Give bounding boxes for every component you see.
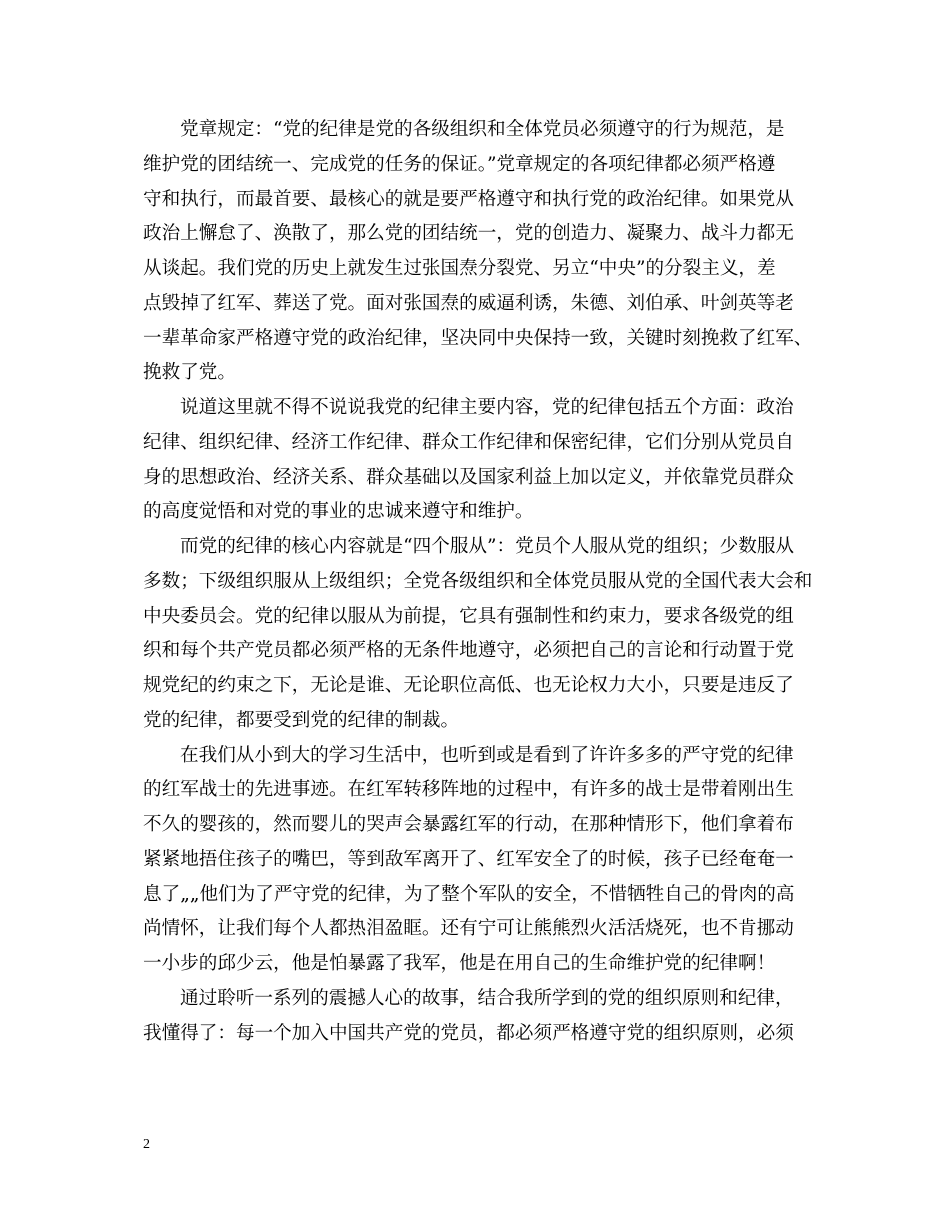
text-line: 中央委员会。党的纪律以服从为前提，它具有强制性和约束力，要求各级党的组 xyxy=(143,605,794,627)
text-line: 党的纪律，都要受到党的纪律的制裁。 xyxy=(143,709,460,731)
text-line: 纪律、组织纪律、经济工作纪律、群众工作纪律和保密纪律，它们分别从党员自 xyxy=(143,431,794,453)
text-line: 规党纪的约束之下，无论是谁、无论职位高低、也无论权力大小，只要是违反了 xyxy=(143,675,794,696)
text-line: 尚情怀，让我们每个人都热泪盈眶。还有宁可让熊熊烈火活活烧死，也不肯挪动 xyxy=(143,918,794,940)
text-line: 守和执行，而最首要、最核心的就是要严格遵守和执行党的政治纪律。如果党从 xyxy=(143,188,794,210)
text-line: 党章规定：“党的纪律是党的各级组织和全体党员必须遵守的行为规范，是 xyxy=(180,119,785,140)
text-line: 不久的婴孩的，然而婴儿的哭声会暴露红军的行动，在那种情形下，他们拿着布 xyxy=(143,814,794,835)
text-line: 紧紧地捂住孩子的嘴巴，等到敌军离开了、红军安全了的时候，孩子已经奄奄一 xyxy=(143,848,794,870)
text-line: 我懂得了：每一个加入中国共产党的党员，都必须严格遵守党的组织原则，必须 xyxy=(143,1022,794,1044)
text-line: 在我们从小到大的学习生活中，也听到或是看到了许许多多的严守党的纪律 xyxy=(180,744,794,766)
body-text xyxy=(143,113,823,1051)
paragraph-5 xyxy=(143,982,823,1052)
text-line: 的高度觉悟和对党的事业的忠诚来遵守和维护。 xyxy=(143,501,534,523)
text-line: 织和每个共产党员都必须严格的无条件地遵守，必须把自己的言论和行动置于党 xyxy=(143,640,794,662)
text-line: 多数；下级组织服从上级组织；全党各级组织和全体党员服从党的全国代表大会和 xyxy=(143,570,813,592)
paragraph-1 xyxy=(143,113,823,391)
page-number: 2 xyxy=(143,1137,150,1152)
text-line: 说道这里就不得不说说我党的纪律主要内容，党的纪律包括五个方面：政治 xyxy=(180,397,794,418)
text-line: 一小步的邱少云，他是怕暴露了我军，他是在用自己的生命维护党的纪律啊！ xyxy=(143,953,776,974)
text-line: 维护党的团结统一、完成党的任务的保证。”党章规定的各项纪律都必须严格遵 xyxy=(143,153,776,175)
text-line: 的红军战士的先进事迹。在红军转移阵地的过程中，有许多的战士是带着刚出生 xyxy=(143,779,794,801)
text-line: 一辈革命家严格遵守党的政治纪律，坚决同中央保持一致，关键时刻挽救了红军、 xyxy=(143,327,813,349)
text-line: 身的思想政治、经济关系、群众基础以及国家利益上加以定义，并依靠党员群众 xyxy=(143,466,794,488)
text-line: 政治上懈怠了、涣散了，那么党的团结统一，党的创造力、凝聚力、战斗力都无 xyxy=(143,223,794,245)
text-line: 点毁掉了红军、葬送了党。面对张国焘的威逼利诱，朱德、刘伯承、叶剑英等老 xyxy=(143,292,794,314)
text-line: 息了„„他们为了严守党的纪律，为了整个军队的安全，不惜牺牲自己的骨肉的高 xyxy=(143,883,795,905)
paragraph-4 xyxy=(143,739,823,982)
text-line: 从谈起。我们党的历史上就发生过张国焘分裂党、另立“中央”的分裂主义，差 xyxy=(143,258,776,279)
paragraph-2 xyxy=(143,391,823,530)
paragraph-3 xyxy=(143,530,823,739)
text-line: 通过聆听一系列的震撼人心的故事，结合我所学到的党的组织原则和纪律， xyxy=(180,987,794,1009)
text-line: 挽救了党。 xyxy=(143,362,236,384)
text-line: 而党的纪律的核心内容就是“四个服从”：党员个人服从党的组织；少数服从 xyxy=(180,536,795,557)
